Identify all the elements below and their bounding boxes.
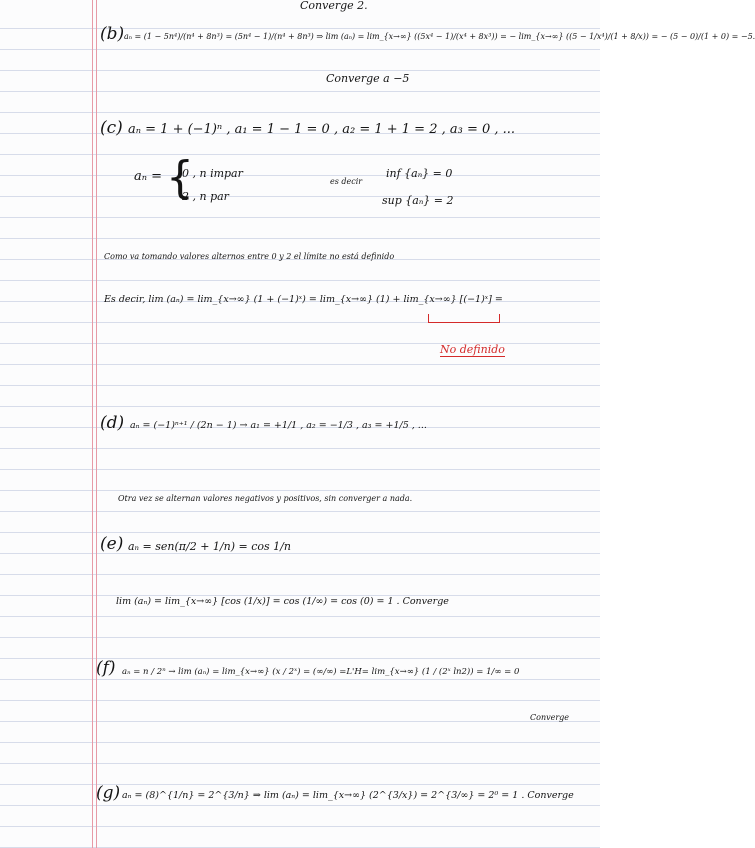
section-e-label: (e) bbox=[100, 534, 124, 554]
piecewise-brace: { bbox=[166, 152, 194, 203]
undefined-result: No definido bbox=[440, 343, 505, 356]
section-g-label: (g) bbox=[96, 783, 121, 803]
section-c-piecewise-lhs: aₙ = bbox=[134, 169, 163, 184]
margin-line bbox=[96, 0, 97, 848]
section-c-case-2: 2 , n par bbox=[182, 190, 229, 203]
section-c-sup: sup {aₙ} = 2 bbox=[382, 194, 454, 207]
section-b-label: (b) bbox=[100, 24, 125, 44]
section-c-inf: inf {aₙ} = 0 bbox=[386, 167, 453, 180]
section-c-limit: Es decir, lim (aₙ) = lim_{x→∞} (1 + (−1)ˣ) = lim_{x→∞} (1) + lim_{x→∞} [(−1)ˣ] = bbox=[104, 294, 503, 305]
section-f-label: (f) bbox=[96, 658, 116, 678]
section-f-equation: aₙ = n / 2ⁿ → lim (aₙ) = lim_{x→∞} (x / 2ˣ) = (∞/∞) =L'H= lim_{x→∞} (1 / (2ˣ ln2)) = 1/∞ = 0 bbox=[122, 667, 520, 677]
undefined-bracket bbox=[428, 314, 500, 323]
section-c-means: es decir bbox=[330, 177, 363, 186]
section-e-limit: lim (aₙ) = lim_{x→∞} [cos (1/x)] = cos (1/∞) = cos (0) = 1 . Converge bbox=[116, 596, 449, 607]
section-c-equation: aₙ = 1 + (−1)ⁿ , a₁ = 1 − 1 = 0 , a₂ = 1 + 1 = 2 , a₃ = 0 , ... bbox=[128, 122, 516, 137]
section-d-equation: aₙ = (−1)ⁿ⁺¹ / (2n − 1) → a₁ = +1/1 , a₂ = −1/3 , a₃ = +1/5 , ... bbox=[130, 420, 427, 431]
section-c-case-1: 0 , n impar bbox=[182, 167, 243, 180]
section-g-equation: aₙ = (8)^{1/n} = 2^{3/n} ⇒ lim (aₙ) = lim_{x→∞} (2^{3/x}) = 2^{3/∞} = 2⁰ = 1 . Converge bbox=[122, 790, 574, 801]
section-d-note: Otra vez se alternan valores negativos y positivos, sin converger a nada. bbox=[118, 494, 413, 503]
page-title: Converge 2. bbox=[300, 0, 368, 12]
section-e-equation: aₙ = sen(π/2 + 1/n) = cos 1/n bbox=[128, 540, 291, 553]
section-b-result: Converge a −5 bbox=[326, 72, 410, 85]
section-c-label: (c) bbox=[100, 118, 123, 138]
section-b-equation: aₙ = (1 − 5n⁴)/(n⁴ + 8n³) = (5n⁴ − 1)/(n⁴ + 8n³) ⇒ lim (aₙ) = lim_{x→∞} ((5x⁴ − 1)/(x⁴ + 8x³)) = − lim_{x→∞} ((5 − 1/x⁴)/(1 + 8/x)) = − (5 − 0)/(1 + 0) = −5. bbox=[124, 32, 755, 41]
section-f-result: Converge bbox=[530, 713, 570, 722]
section-c-note: Como va tomando valores alternos entre 0 y 2 el límite no está definido bbox=[104, 252, 395, 261]
section-d-label: (d) bbox=[100, 413, 125, 433]
margin-line bbox=[92, 0, 93, 848]
